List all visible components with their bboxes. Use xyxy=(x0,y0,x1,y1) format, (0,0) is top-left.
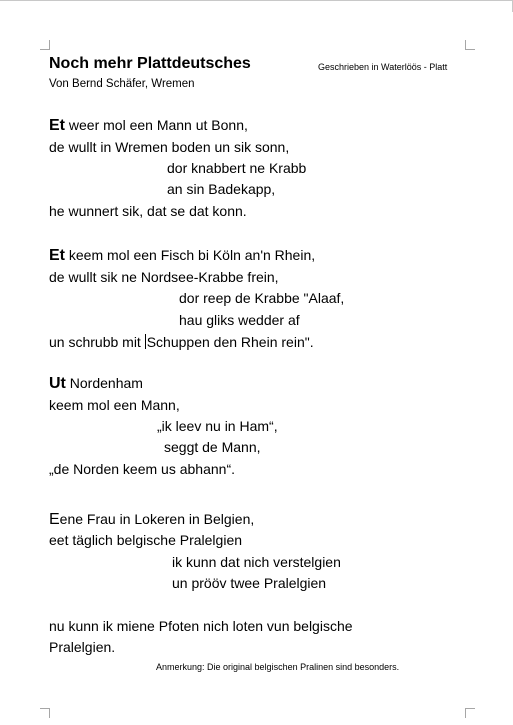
stanza1-line3: dor knabbert ne Krabb xyxy=(167,160,307,176)
stanza4-line1-text: ene Frau in Lokeren in Belgien, xyxy=(59,511,255,527)
crop-mark-bottom-right xyxy=(465,708,475,718)
stanza4-first-letter: E xyxy=(49,511,60,528)
stanza1-line2: de wullt in Wremen boden un sik sonn, xyxy=(49,139,290,155)
stanza3-line5: „de Norden keem us abhann“. xyxy=(49,461,235,477)
stanza2-line4: hau gliks wedder af xyxy=(179,312,300,328)
document-title: Noch mehr Plattdeutsches xyxy=(49,55,251,72)
stanza4-line1 xyxy=(49,510,254,529)
stanza3-line4: seggt de Mann, xyxy=(164,439,261,455)
stanza3-line2: keem mol een Mann, xyxy=(49,397,180,413)
stanza3-first-word: Ut xyxy=(49,375,66,392)
written-in-note: Geschrieben in Waterlöös - Platt xyxy=(318,62,448,72)
stanza1-first-word: Et xyxy=(49,117,65,134)
stanza2-line1-text: keem mol een Fisch bi Köln an'n Rhein, xyxy=(65,247,316,263)
closing-line2: Pralelgien. xyxy=(49,639,116,655)
stanza1-line4: an sin Badekapp, xyxy=(167,181,276,197)
stanza1-line5: he wunnert sik, dat se dat konn. xyxy=(49,203,247,219)
author-line: Von Bernd Schäfer, Wremen xyxy=(49,78,195,90)
page-top-border xyxy=(0,0,513,1)
stanza1-line1-text: weer mol een Mann ut Bonn, xyxy=(65,117,248,133)
stanza2-line1 xyxy=(49,246,315,265)
crop-mark-bottom-left xyxy=(40,708,50,718)
stanza4-line4: un prööv twee Pralelgien xyxy=(172,575,327,591)
footnote: Anmerkung: Die original belgischen Pralinen sind besonders. xyxy=(156,662,400,672)
stanza3-line1 xyxy=(49,374,143,393)
stanza2-line5-after-cursor: Schuppen den Rhein rein". xyxy=(146,334,314,350)
stanza2-line5-before-cursor: un schrubb mit xyxy=(49,334,145,350)
crop-mark-top-left xyxy=(40,40,50,50)
stanza3-line3: „ik leev nu in Ham“, xyxy=(157,418,278,434)
stanza2-first-word: Et xyxy=(49,247,65,264)
closing-line1: nu kunn ik miene Pfoten nich loten vun belgische xyxy=(49,618,353,634)
stanza1-line1 xyxy=(49,116,248,135)
stanza2-line2: de wullt sik ne Nordsee-Krabbe frein, xyxy=(49,269,279,285)
stanza4-line3: ik kunn dat nich verstelgien xyxy=(172,554,341,570)
stanza4-line2: eet täglich belgische Pralelgien xyxy=(49,532,243,548)
stanza3-line1-text: Nordenham xyxy=(65,375,143,391)
stanza2-line3: dor reep de Krabbe "Alaaf, xyxy=(179,290,345,306)
crop-mark-top-right xyxy=(465,40,475,50)
stanza2-line5[interactable] xyxy=(49,333,314,351)
